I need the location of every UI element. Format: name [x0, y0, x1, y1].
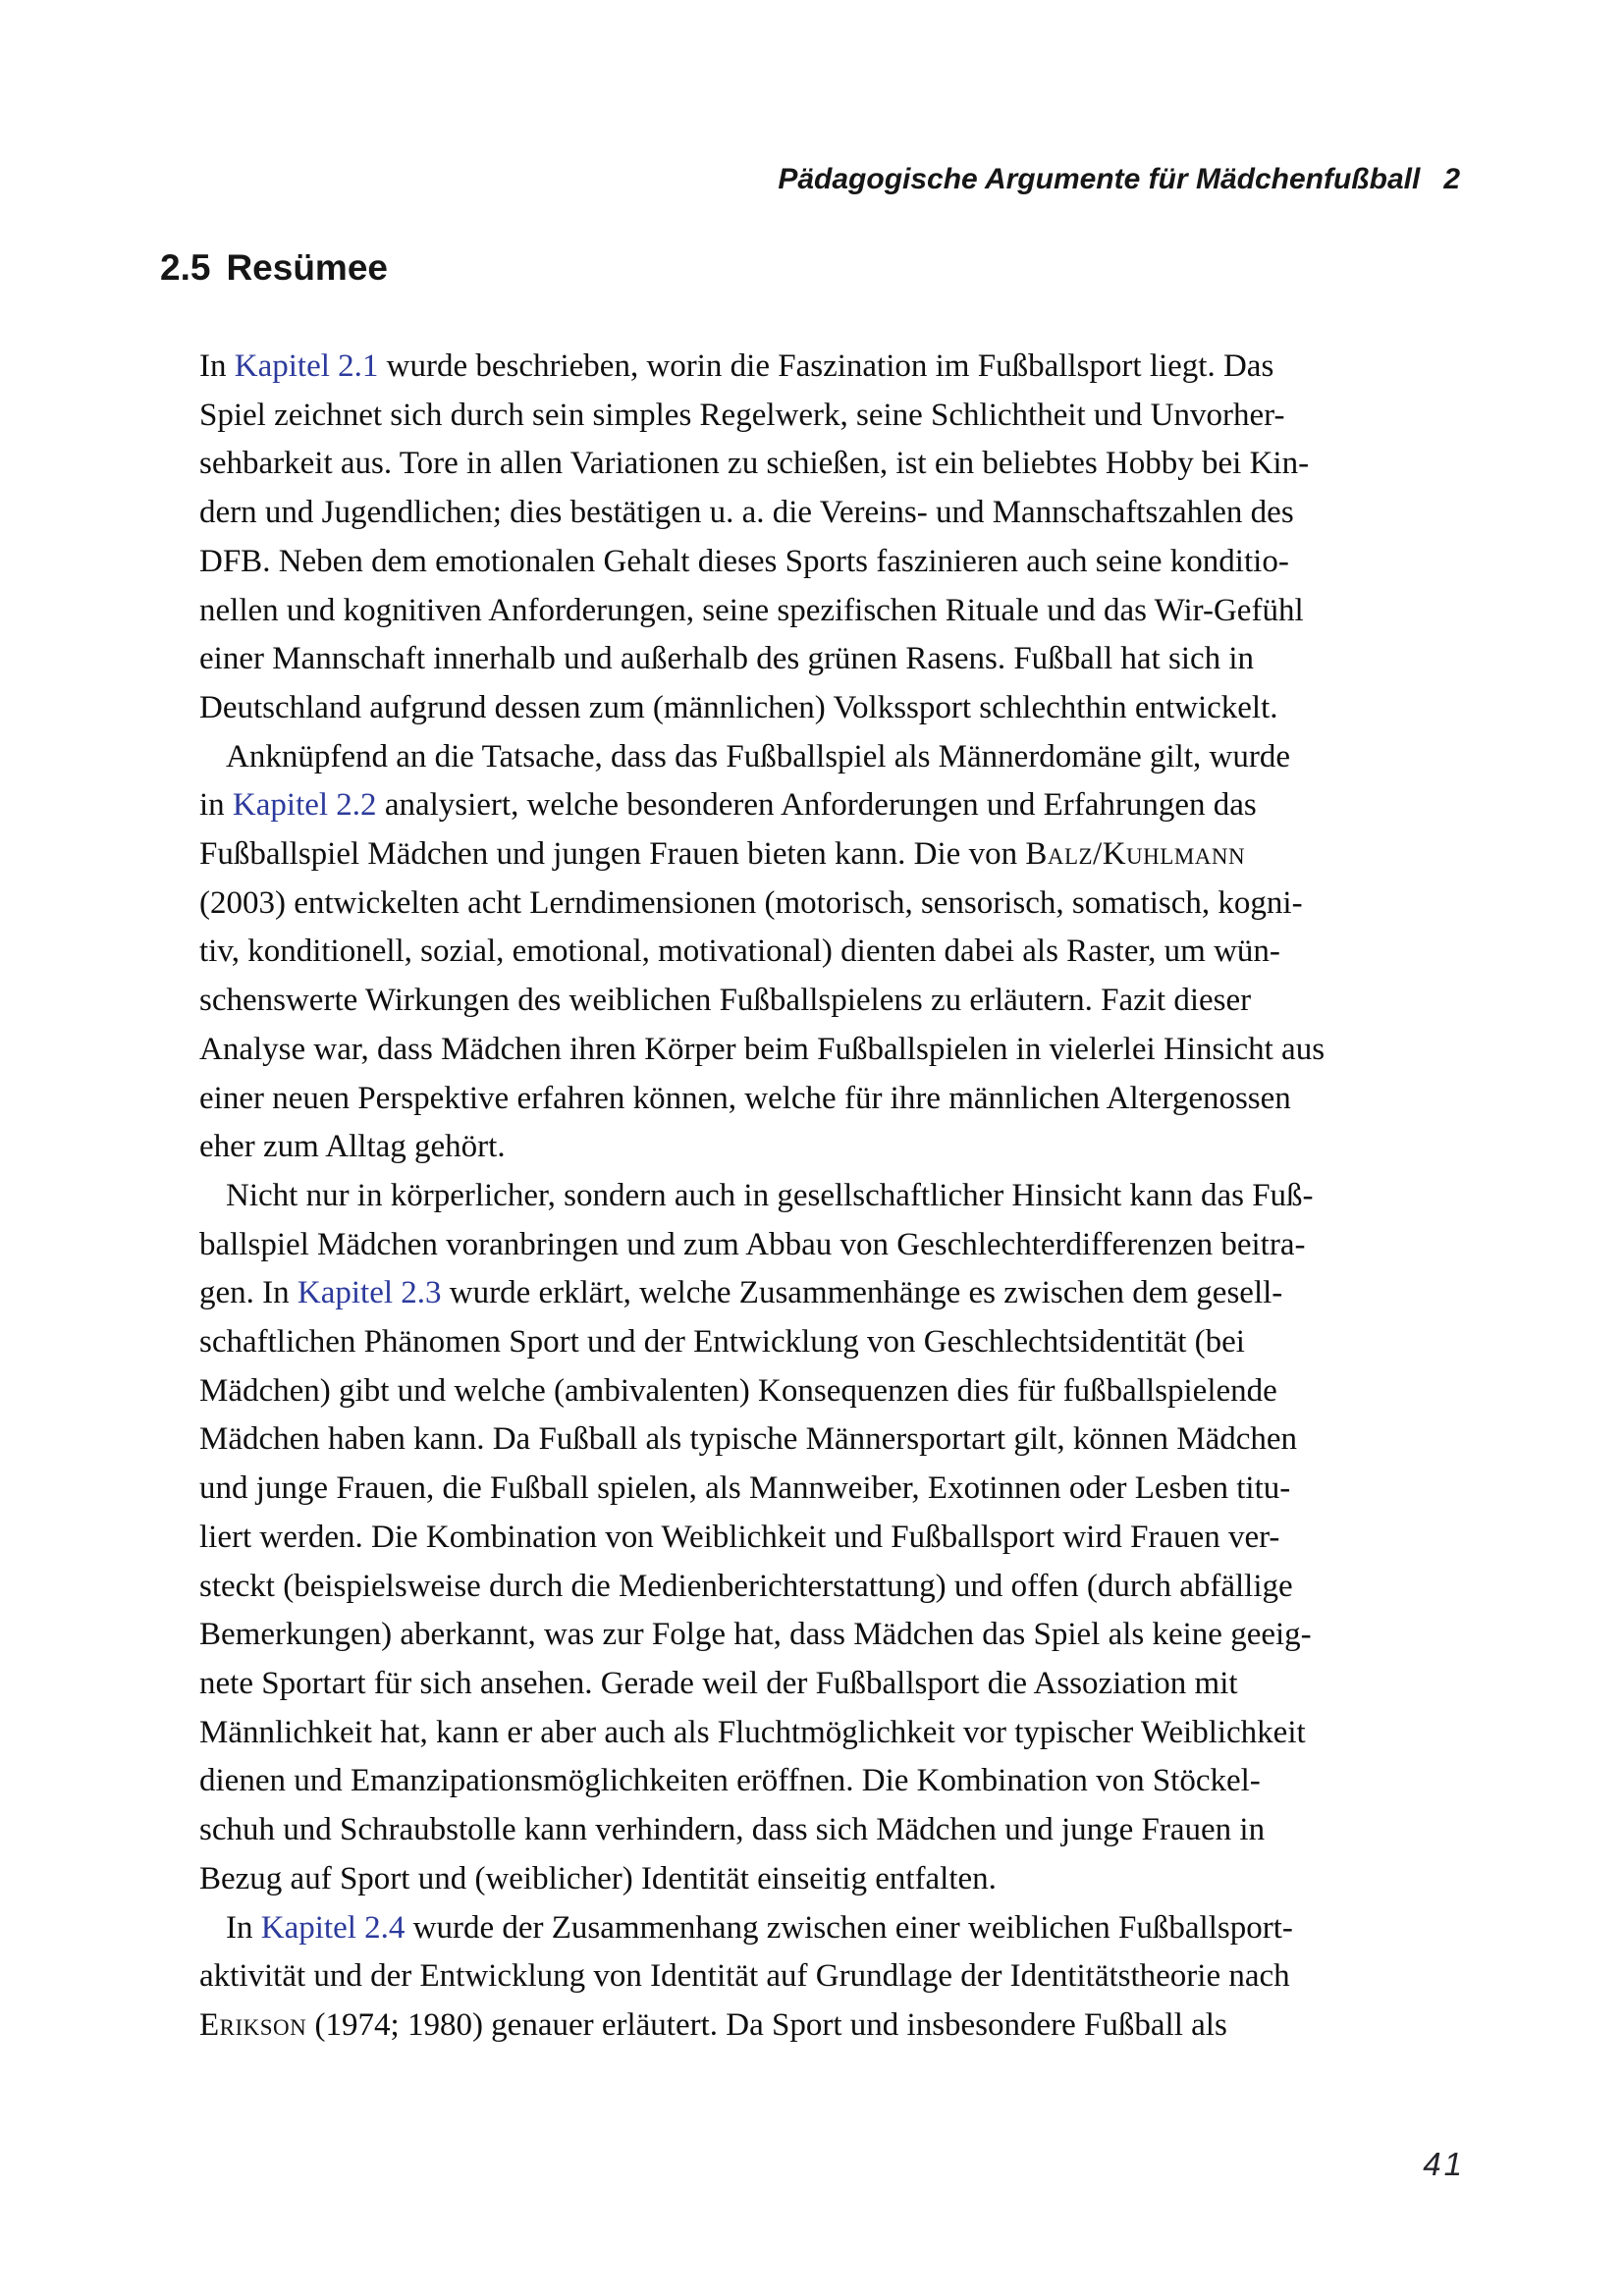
text-line: Mädchen) gibt und welche (ambivalenten) Konsequenzen dies für fußballspielende: [199, 1372, 1277, 1409]
text-line: dern und Jugendlichen; dies bestätigen u. a. die Vereins- und Mannschaftszahlen des: [199, 495, 1294, 531]
running-header-title: Pädagogische Argumente für Mädchenfußball: [778, 163, 1421, 195]
text-line: In Kapitel 2.4 wurde der Zusammenhang zwischen einer weiblichen Fußballsport-: [226, 1909, 1293, 1946]
section-number: 2.5: [160, 247, 211, 288]
text-line: DFB. Neben dem emotionalen Gehalt dieses Sports faszinieren auch seine konditio-: [199, 543, 1289, 579]
section-title: Resümee: [226, 247, 388, 288]
link-kapitel-2-1[interactable]: Kapitel 2.1: [234, 348, 379, 384]
text-line: aktivität und der Entwicklung von Identität auf Grundlage der Identitätstheorie nach: [199, 1958, 1290, 1995]
text-line: tiv, konditionell, sozial, emotional, motivational) dienten dabei als Raster, um wün-: [199, 934, 1280, 970]
text-line: einer Mannschaft innerhalb und außerhalb des grünen Rasens. Fußball hat sich in: [199, 641, 1255, 677]
running-header-chapter-number: 2: [1443, 163, 1460, 195]
text-line: dienen und Emanzipationsmöglichkeiten eröffnen. Die Kombination von Stöckel-: [199, 1763, 1261, 1799]
text-line: Bemerkungen) aberkannt, was zur Folge hat, dass Mädchen das Spiel als keine geeig-: [199, 1617, 1312, 1653]
text-line: eher zum Alltag gehört.: [199, 1129, 506, 1165]
text-line: nellen und kognitiven Anforderungen, seine spezifischen Rituale und das Wir-Gefühl: [199, 592, 1304, 628]
text-line: Analyse war, dass Mädchen ihren Körper beim Fußballspielen in vielerlei Hinsicht aus: [199, 1031, 1326, 1067]
text-line: Anknüpfend an die Tatsache, dass das Fußballspiel als Männerdomäne gilt, wurde: [226, 738, 1290, 774]
smallcaps-balz-kuhlmann: Balz/Kuhlmann: [1025, 836, 1246, 873]
text-line: ballspiel Mädchen voranbringen und zum Abbau von Geschlechterdifferenzen beitra-: [199, 1226, 1306, 1262]
smallcaps-erikson: Erikson: [199, 2006, 307, 2043]
link-kapitel-2-4[interactable]: Kapitel 2.4: [260, 1909, 406, 1946]
text-line: nete Sportart für sich ansehen. Gerade weil der Fußballsport die Assoziation mit: [199, 1665, 1238, 1701]
page-number: 41: [1423, 2146, 1465, 2182]
text-line: sehbarkeit aus. Tore in allen Variationen zu schießen, ist ein beliebtes Hobby bei Kin-: [199, 446, 1310, 482]
text-line: Nicht nur in körperlicher, sondern auch in gesellschaftlicher Hinsicht kann das Fuß-: [226, 1177, 1314, 1213]
running-header: [778, 163, 1460, 196]
section-heading: [160, 247, 388, 289]
text-line: gen. In Kapitel 2.3 wurde erklärt, welche Zusammenhänge es zwischen dem gesell-: [199, 1275, 1283, 1311]
text-line: und junge Frauen, die Fußball spielen, als Mannweiber, Exotinnen oder Lesben titu-: [199, 1470, 1291, 1507]
text-line: Männlichkeit hat, kann er aber auch als Fluchtmöglichkeit vor typischer Weiblichkeit: [199, 1714, 1306, 1750]
text-line: liert werden. Die Kombination von Weiblichkeit und Fußballsport wird Frauen ver-: [199, 1519, 1280, 1555]
text-line: Mädchen haben kann. Da Fußball als typische Männersportart gilt, können Mädchen: [199, 1421, 1298, 1458]
text-line: Spiel zeichnet sich durch sein simples Regelwerk, seine Schlichtheit und Unvorher-: [199, 397, 1285, 433]
text-line: Fußballspiel Mädchen und jungen Frauen bieten kann. Die von Balz/Kuhlmann: [199, 836, 1246, 873]
text-line: in Kapitel 2.2 analysiert, welche besonderen Anforderungen und Erfahrungen das: [199, 787, 1257, 824]
text-line: (2003) entwickelten acht Lerndimensionen (motorisch, sensorisch, somatisch, kogni-: [199, 884, 1303, 921]
text-line: schaftlichen Phänomen Sport und der Entwicklung von Geschlechtsidentität (bei: [199, 1324, 1245, 1361]
text-line: einer neuen Perspektive erfahren können, welche für ihre männlichen Altergenossen: [199, 1080, 1291, 1116]
link-kapitel-2-2[interactable]: Kapitel 2.2: [232, 787, 377, 824]
body-text: [199, 343, 1458, 2051]
text-line: steckt (beispielsweise durch die Medienberichterstattung) und offen (durch abfällige: [199, 1568, 1293, 1604]
text-line: Erikson (1974; 1980) genauer erläutert. Da Sport und insbesondere Fußball als: [199, 2006, 1227, 2043]
text-line: Bezug auf Sport und (weiblicher) Identität einseitig entfalten.: [199, 1860, 997, 1896]
text-line: schuh und Schraubstolle kann verhindern, dass sich Mädchen und junge Frauen in: [199, 1812, 1266, 1848]
text-line: In Kapitel 2.1 wurde beschrieben, worin die Faszination im Fußballsport liegt. Das: [199, 348, 1274, 384]
text-line: schenswerte Wirkungen des weiblichen Fußballspielens zu erläutern. Fazit dieser: [199, 983, 1252, 1019]
link-kapitel-2-3[interactable]: Kapitel 2.3: [297, 1275, 442, 1311]
text-line: Deutschland aufgrund dessen zum (männlichen) Volkssport schlechthin entwickelt.: [199, 689, 1278, 725]
